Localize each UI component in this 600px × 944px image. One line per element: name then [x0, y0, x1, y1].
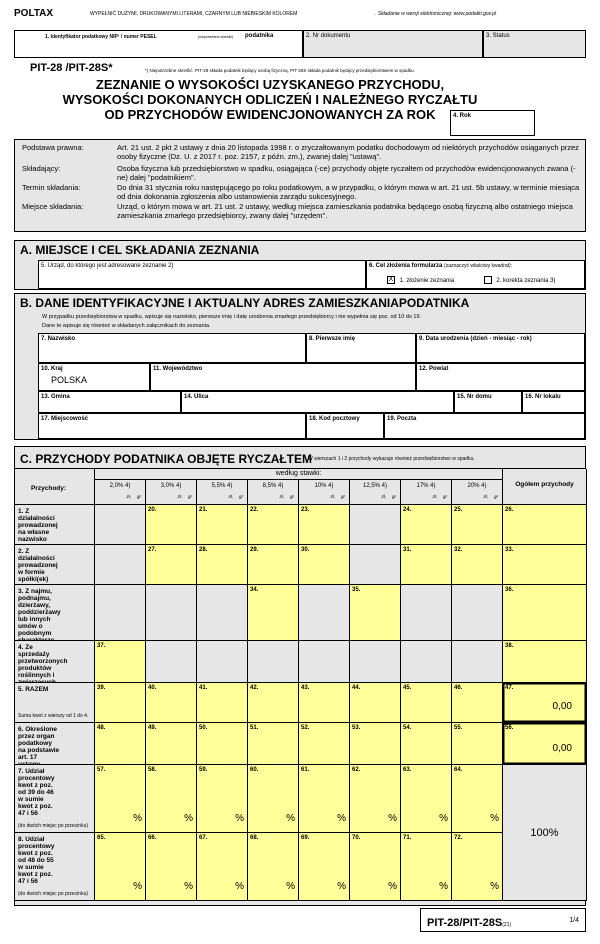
position-number: 42.: [250, 685, 259, 691]
first-name-field[interactable]: [306, 333, 416, 363]
amount-field[interactable]: [248, 585, 299, 641]
amount-field[interactable]: [197, 505, 248, 545]
birth-date-label: 9. Data urodzenia (dzień - miesiąc - rok): [419, 336, 532, 342]
position-number: 57.: [97, 767, 106, 773]
footer-version: (21): [502, 922, 512, 928]
rate-label: 12,5% 4): [362, 483, 387, 489]
position-number: 53.: [352, 725, 361, 731]
total-header-label: Ogółem przychody: [515, 481, 574, 488]
position-number: 36.: [505, 587, 514, 593]
total-field-5[interactable]: [503, 683, 587, 723]
position-number: 40.: [148, 685, 157, 691]
instruction: WYPEŁNIĆ DUŻYMI, DRUKOWANYMI LITERAMI, CZARNYM LUB NIEBIESKIM KOLOREM: [90, 11, 298, 17]
amount-field[interactable]: [146, 545, 197, 585]
total-value: 0,00: [552, 743, 572, 754]
total-field-1[interactable]: [503, 505, 587, 545]
section-b-note1: W przypadku przedsiębiorstwa w spadku, wpisuje się nazwisko, pierwsze imię i datę urodzenia zmarłego przedsiębiorcy i nie wypełnia się poz. od 10 do 19.: [42, 314, 422, 320]
inactive-cell: [146, 585, 197, 641]
purpose-note: (zaznaczyć właściwy kwadrat):: [444, 263, 513, 269]
voivodeship-field[interactable]: [150, 363, 416, 391]
street-field[interactable]: [181, 391, 454, 413]
percent-sign: %: [490, 813, 499, 824]
amount-field[interactable]: [401, 765, 452, 833]
percent-sign: %: [439, 881, 448, 892]
position-number: 23.: [301, 507, 310, 513]
unit-gr: gr: [391, 494, 396, 499]
position-number: 41.: [199, 685, 208, 691]
inactive-cell: [299, 585, 350, 641]
percent-sign: %: [439, 813, 448, 824]
birth-date-field[interactable]: [416, 333, 585, 363]
amount-field[interactable]: [248, 505, 299, 545]
row-label-8: [15, 833, 95, 901]
commune-label: 13. Gmina: [41, 394, 70, 400]
inactive-cell: [95, 505, 146, 545]
amount-field[interactable]: [401, 723, 452, 765]
year-field[interactable]: [450, 110, 535, 136]
legal-labels: [22, 143, 84, 211]
percent-sign: %: [286, 881, 295, 892]
rate-column-5: [299, 480, 350, 505]
unit-gr: gr: [187, 494, 192, 499]
inactive-cell: [197, 641, 248, 683]
year-label: 4. Rok: [453, 113, 472, 119]
position-number: 58.: [148, 767, 157, 773]
rate-column-1: [95, 480, 146, 505]
inactive-cell: [350, 505, 401, 545]
amount-field[interactable]: [299, 833, 350, 901]
office-field[interactable]: [38, 260, 366, 289]
amount-field[interactable]: [248, 833, 299, 901]
position-number: 60.: [250, 767, 259, 773]
amount-field[interactable]: [95, 833, 146, 901]
filer-text: Osoba fizyczna lub przedsiębiorstwo w spadku, osiągająca (-ce) przychody objęte ryczałtem od przychodów ewidencjonowanych zwana (-ne) dalej "podatnikiem".: [117, 164, 576, 183]
postal-code-field[interactable]: [306, 413, 384, 439]
inactive-cell: [401, 641, 452, 683]
amount-field[interactable]: [146, 683, 197, 723]
amount-field[interactable]: [95, 683, 146, 723]
position-number: 66.: [148, 835, 157, 841]
amount-field[interactable]: [299, 505, 350, 545]
position-number: 71.: [403, 835, 412, 841]
basis-text: Art. 21 ust. 2 pkt 2 ustawy z dnia 20 listopada 1998 r. o zryczałtowanym podatku dochodowym od niektórych przychodów osiąganych przez osoby fizyczne (Dz. U. z 2017 r. poz. 2157, z późn. zm.), zwanej dalej "ustawą".: [117, 143, 579, 162]
position-number: 27.: [148, 547, 157, 553]
house-number-field[interactable]: [454, 391, 522, 413]
amount-field[interactable]: [401, 505, 452, 545]
percent-sign: %: [388, 813, 397, 824]
position-number: 64.: [454, 767, 463, 773]
inactive-cell: [401, 585, 452, 641]
section-b-note2: Dane te wpisuje się również w składanych załącznikach do zeznania.: [42, 323, 211, 329]
row-label-7: [15, 765, 95, 833]
surname-label: 7. Nazwisko: [41, 336, 76, 342]
row-sublabel: (do dwóch miejsc po przecinku): [18, 823, 89, 829]
inactive-cell: [197, 585, 248, 641]
total-header: [503, 469, 587, 505]
unit-zl: zł,: [330, 494, 335, 499]
amount-field[interactable]: [299, 683, 350, 723]
income-table: [14, 468, 586, 906]
rate-column-4: [248, 480, 299, 505]
position-number: 32.: [454, 547, 463, 553]
position-number: 28.: [199, 547, 208, 553]
post-office-label: 19. Poczta: [387, 416, 417, 422]
unit-gr: gr: [289, 494, 294, 499]
rate-label: 5,5% 4): [211, 483, 233, 489]
percent-sign: %: [184, 813, 193, 824]
electronic-info: . Składanie w wersji elektronicznej: www.podatki.gov.pl: [375, 11, 497, 17]
amount-field[interactable]: [452, 833, 503, 901]
amount-field[interactable]: [197, 723, 248, 765]
income-header-label: Przychody:: [31, 485, 67, 492]
footer-page: 1/4: [569, 917, 579, 924]
doc-number-field[interactable]: [303, 30, 483, 58]
amount-field[interactable]: [197, 765, 248, 833]
unit-gr: gr: [442, 494, 447, 499]
position-number: 44.: [352, 685, 361, 691]
unit-gr: gr: [238, 494, 243, 499]
amount-field[interactable]: [401, 545, 452, 585]
position-number: 52.: [301, 725, 310, 731]
rate-column-6: [350, 480, 401, 505]
country-value: POLSKA: [51, 375, 88, 385]
option-correction-label: 2. korekta zeznania 3): [496, 277, 556, 284]
row-label-2: [15, 545, 95, 585]
form-code-note: *) Niepotrzebne skreślić. PIT-28 składa podatnik będący osobą fizyczną, PIT-28S składa podatnik będący przedsiębiorstwem w spadku.: [145, 68, 415, 73]
position-number: 68.: [250, 835, 259, 841]
position-number: 72.: [454, 835, 463, 841]
position-number: 51.: [250, 725, 259, 731]
unit-gr: gr: [136, 494, 141, 499]
flat-number-label: 16. Nr lokalu: [525, 394, 561, 400]
country-label: 10. Kraj: [41, 366, 63, 372]
total-field-6[interactable]: [503, 723, 587, 765]
amount-field[interactable]: [146, 833, 197, 901]
brand: POLTAX: [14, 8, 54, 19]
position-number: 37.: [97, 643, 106, 649]
amount-field[interactable]: [452, 723, 503, 765]
amount-field[interactable]: [350, 765, 401, 833]
percent-sign: %: [235, 813, 244, 824]
amount-field[interactable]: [248, 683, 299, 723]
position-number: 54.: [403, 725, 412, 731]
filer-label: Składający:: [22, 164, 61, 173]
option-correction-checkbox[interactable]: [484, 276, 492, 284]
row-label: 7. Udział procentowy kwot z poz. od 39 do 46 w sumie kwot z poz. 47 i 56: [18, 768, 55, 817]
amount-field[interactable]: [197, 545, 248, 585]
total-percent-cell: [503, 765, 587, 901]
deadline-text: Do dnia 31 stycznia roku następującego po roku podatkowym, a w przypadku, o którym mowa w art. 21 ust. 5b ustawy, w terminie miesiąca od dnia dokonania zgłoszenia albo ustanowienia zarządu sukcesyjnego.: [117, 183, 580, 202]
house-number-label: 15. Nr domu: [457, 394, 492, 400]
position-number: 20.: [148, 507, 157, 513]
row-label-3: [15, 585, 95, 641]
unit-zl: zł,: [177, 494, 182, 499]
position-number: 35.: [352, 587, 361, 593]
amount-field[interactable]: [248, 765, 299, 833]
deadline-label: Termin składania:: [22, 183, 81, 192]
rate-column-2: [146, 480, 197, 505]
unit-zl: zł,: [381, 494, 386, 499]
position-number: 48.: [97, 725, 106, 731]
rate-label: 17% 4): [416, 483, 436, 489]
amount-field[interactable]: [146, 765, 197, 833]
rate-column-7: [401, 480, 452, 505]
purpose-label: 6. Cel złożenia formularza: [369, 263, 443, 269]
percent-sign: %: [184, 881, 193, 892]
amount-field[interactable]: [299, 765, 350, 833]
title-line3: OD PRZYCHODÓW EWIDENCJONOWANYCH ZA ROK: [104, 107, 436, 122]
percent-sign: %: [337, 813, 346, 824]
rate-label: 10% 4): [314, 483, 334, 489]
position-number: 25.: [454, 507, 463, 513]
percent-sign: %: [286, 813, 295, 824]
amount-field[interactable]: [452, 545, 503, 585]
doc-number-label: 2. Nr dokumentu: [306, 33, 351, 39]
position-number: 33.: [505, 547, 514, 553]
status-field[interactable]: [483, 30, 586, 58]
rate-column-8: [452, 480, 503, 505]
amount-field[interactable]: [146, 505, 197, 545]
amount-field[interactable]: [452, 765, 503, 833]
total-field-4[interactable]: [503, 641, 587, 683]
amount-field[interactable]: [95, 765, 146, 833]
surname-field[interactable]: [38, 333, 306, 363]
city-label: 17. Miejscowość: [41, 416, 89, 422]
rate-label: 20% 4): [467, 483, 487, 489]
position-number: 50.: [199, 725, 208, 731]
county-label: 12. Powiat: [419, 366, 449, 372]
row-label: 2. Z działalności prowadzonej w formie spółki(ek): [18, 548, 58, 583]
percent-sign: %: [337, 881, 346, 892]
amount-field[interactable]: [248, 723, 299, 765]
nip-note: (niepotrzebne skreślić): [198, 35, 234, 39]
percent-sign: %: [388, 881, 397, 892]
street-label: 14. Ulica: [184, 394, 209, 400]
inactive-cell: [95, 585, 146, 641]
percent-sign: %: [133, 881, 142, 892]
amount-field[interactable]: [452, 505, 503, 545]
rate-label: 3,0% 4): [160, 483, 182, 489]
inactive-cell: [146, 641, 197, 683]
unit-gr: gr: [493, 494, 498, 499]
row-label: 4. Ze sprzedaży przetworzonych produktów roślinnych i: [18, 644, 68, 679]
amount-field[interactable]: [248, 545, 299, 585]
row-label: 8. Udział procentowy kwot z poz. od 48 do 55 w sumie kwot z poz. 47 i 56: [18, 836, 55, 885]
position-number: 59.: [199, 767, 208, 773]
unit-zl: zł,: [483, 494, 488, 499]
first-name-label: 8. Pierwsze imię: [309, 336, 356, 342]
title-line2: WYSOKOŚCI DOKONANYCH ODLICZEŃ I NALEŻNEGO RYCZAŁTU: [62, 92, 478, 107]
unit-gr: gr: [340, 494, 345, 499]
rates-header-label: według stawki:: [275, 470, 322, 477]
section-c-note: W wierszach 1 i 2 przychody wykazuje również przedsiębiorstwo w spadku.: [308, 456, 475, 462]
amount-field[interactable]: [350, 723, 401, 765]
amount-field[interactable]: [350, 585, 401, 641]
position-number: 39.: [97, 685, 106, 691]
inactive-cell: [452, 585, 503, 641]
footer: [420, 908, 586, 932]
amount-field[interactable]: [95, 641, 146, 683]
position-number: 70.: [352, 835, 361, 841]
position-number: 30.: [301, 547, 310, 553]
inactive-cell: [350, 641, 401, 683]
inactive-cell: [248, 641, 299, 683]
rate-label: 2,0% 4): [109, 483, 131, 489]
inactive-cell: [452, 641, 503, 683]
position-number: 61.: [301, 767, 310, 773]
total-value: 0,00: [552, 701, 572, 712]
row-label-4: [15, 641, 95, 683]
postal-code-label: 18. Kod pocztowy: [309, 416, 360, 422]
rates-header: [95, 469, 503, 480]
nip-label: 1. Identyfikator podatkowy NIP¹ / numer PESEL: [45, 34, 157, 40]
title-line1: ZEZNANIE O WYSOKOŚCI UZYSKANEGO PRZYCHODU,: [95, 77, 445, 92]
position-number: 34.: [250, 587, 259, 593]
position-number: 43.: [301, 685, 310, 691]
office-label: 5. Urząd, do którego jest adresowane zeznanie 2): [41, 263, 174, 269]
position-number: 29.: [250, 547, 259, 553]
amount-field[interactable]: [146, 723, 197, 765]
position-number: 31.: [403, 547, 412, 553]
amount-field[interactable]: [299, 545, 350, 585]
place-label: Miejsce składania:: [22, 202, 84, 211]
position-number: 55.: [454, 725, 463, 731]
place-text: Urząd, o którym mowa w art. 21 ust. 2 ustawy, według miejsca zamieszkania podatnika będącego osobą fizyczną albo ostatniego miejsca zamieszkania zmarłego przedsiębiorcy, zwany dalej "urzędem".: [117, 202, 573, 221]
city-field[interactable]: [38, 413, 306, 439]
unit-zl: zł,: [279, 494, 284, 499]
row-label-5: [15, 683, 95, 723]
status-label: 3. Status: [486, 33, 510, 39]
row-sublabel: Suma kwot z wierszy od 1 do 4.: [18, 713, 89, 719]
rate-column-3: [197, 480, 248, 505]
row-label-1: [15, 505, 95, 545]
position-number: 38.: [505, 643, 514, 649]
section-a-title: A. MIEJSCE I CEL SKŁADANIA ZEZNANIA: [20, 243, 260, 257]
amount-field[interactable]: [401, 833, 452, 901]
percent-sign: %: [133, 813, 142, 824]
income-header: [15, 469, 95, 505]
position-number: 24.: [403, 507, 412, 513]
position-number: 46.: [454, 685, 463, 691]
amount-field[interactable]: [299, 723, 350, 765]
total-field-2[interactable]: [503, 545, 587, 585]
unit-zl: zł,: [228, 494, 233, 499]
basis-label: Podstawa prawna:: [22, 143, 84, 152]
commune-field[interactable]: [38, 391, 181, 413]
post-office-field[interactable]: [384, 413, 585, 439]
option-filing-checkbox[interactable]: X: [388, 276, 394, 283]
flat-number-field[interactable]: [522, 391, 585, 413]
section-c-title: C. PRZYCHODY PODATNIKA OBJĘTE RYCZAŁTEM: [20, 452, 313, 466]
row-label: 5. RAZEM: [18, 686, 49, 693]
nip-suffix: podatnika: [245, 33, 274, 39]
option-filing-label: 1. złożenie zeznania: [399, 277, 455, 284]
row-sublabel: (do dwóch miejsc po przecinku): [18, 891, 89, 897]
amount-field[interactable]: [452, 683, 503, 723]
section-b-title: B. DANE IDENTYFIKACYJNE I AKTUALNY ADRES ZAMIESZKANIAPODATNIKA: [20, 296, 470, 310]
position-number: 56.: [505, 725, 514, 731]
position-number: 22.: [250, 507, 259, 513]
footer-code: PIT-28/PIT-28S: [427, 917, 503, 929]
amount-field[interactable]: [401, 683, 452, 723]
position-number: 69.: [301, 835, 310, 841]
position-number: 65.: [97, 835, 106, 841]
position-number: 62.: [352, 767, 361, 773]
rate-label: 8,5% 4): [262, 483, 284, 489]
amount-field[interactable]: [197, 683, 248, 723]
county-field[interactable]: [416, 363, 585, 391]
form-code: PIT-28 /PIT-28S*: [30, 62, 113, 74]
position-number: 49.: [148, 725, 157, 731]
unit-zl: zł,: [432, 494, 437, 499]
amount-field[interactable]: [350, 833, 401, 901]
total-percent: 100%: [530, 827, 559, 839]
amount-field[interactable]: [95, 723, 146, 765]
voivodeship-label: 11. Województwo: [153, 366, 203, 372]
amount-field[interactable]: [350, 683, 401, 723]
row-label: 1. Z działalności prowadzonej na własne nazwisko: [18, 508, 58, 543]
amount-field[interactable]: [197, 833, 248, 901]
position-number: 63.: [403, 767, 412, 773]
percent-sign: %: [490, 881, 499, 892]
position-number: 21.: [199, 507, 208, 513]
legal-texts: [117, 143, 582, 221]
position-number: 45.: [403, 685, 412, 691]
total-field-3[interactable]: [503, 585, 587, 641]
country-field[interactable]: [38, 363, 150, 391]
position-number: 67.: [199, 835, 208, 841]
row-label-6: [15, 723, 95, 765]
position-number: 47.: [505, 685, 514, 691]
inactive-cell: [350, 545, 401, 585]
nip-field[interactable]: [14, 30, 303, 58]
inactive-cell: [95, 545, 146, 585]
row-label: 3. Z najmu, podnajmu, dzierżawy, poddzierżawy lub innych umów o podobnym: [18, 588, 61, 637]
position-number: 26.: [505, 507, 514, 513]
row-label: 6. Określone przez organ podatkowy na podstawie art. 17: [18, 726, 60, 761]
percent-sign: %: [235, 881, 244, 892]
unit-zl: zł,: [126, 494, 131, 499]
inactive-cell: [299, 641, 350, 683]
purpose-field: [366, 260, 585, 289]
